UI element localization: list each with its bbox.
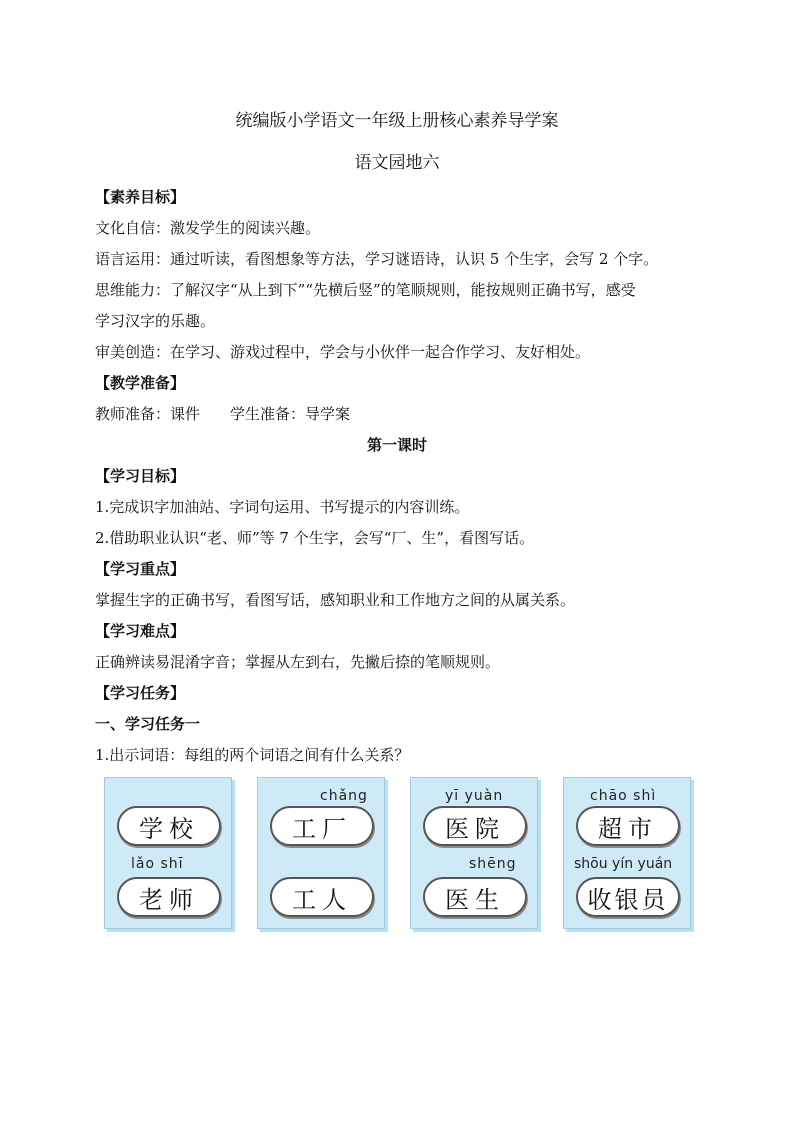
task-one-heading: 一、学习任务一 [95, 715, 201, 733]
goal-aesthetic: 审美创造：在学习、游戏过程中，学会与小伙伴一起合作学习、友好相处。 [95, 343, 591, 361]
word-pinyin: lǎo shī [131, 856, 184, 872]
word-pill: 超市 [576, 806, 680, 846]
word-pinyin: chǎng [320, 788, 368, 804]
word-card-grid [104, 777, 698, 931]
prep-heading: 【教学准备】 [95, 374, 186, 392]
document-subtitle: 语文园地六 [354, 153, 440, 173]
word-pill: 收银员 [576, 877, 680, 917]
focus-heading: 【学习重点】 [95, 560, 186, 578]
word-card [104, 777, 232, 929]
goal-culture: 文化自信：激发学生的阅读兴趣。 [95, 219, 321, 237]
goals-heading: 【素养目标】 [95, 188, 186, 206]
goal-thinking-cont: 学习汉字的乐趣。 [95, 312, 216, 330]
objectives-heading: 【学习目标】 [95, 467, 186, 485]
tasks-heading: 【学习任务】 [95, 684, 186, 702]
word-card [563, 777, 691, 929]
lesson-title: 第一课时 [366, 436, 427, 454]
word-pinyin: yī yuàn [445, 788, 504, 804]
word-pinyin: chāo shì [590, 788, 657, 804]
document-title: 统编版小学语文一年级上册核心素养导学案 [235, 111, 559, 131]
objective-item: 2.借助职业认识“老、师”等 7 个生字，会写“厂、生”，看图写话。 [95, 529, 535, 547]
word-pill: 医生 [423, 877, 527, 917]
word-card [410, 777, 538, 929]
word-card [257, 777, 385, 929]
difficulty-text: 正确辨读易混淆字音；掌握从左到右，先撇后捺的笔顺规则。 [95, 653, 501, 671]
prep-text: 教师准备：课件 学生准备：导学案 [95, 405, 351, 423]
word-pinyin: shōu yín yuán [574, 856, 673, 872]
word-pinyin: shēng [469, 856, 517, 872]
word-pill: 工厂 [270, 806, 374, 846]
task-one-question: 1.出示词语：每组的两个词语之间有什么关系？ [95, 746, 410, 764]
word-pill: 工人 [270, 877, 374, 917]
focus-text: 掌握生字的正确书写，看图写话，感知职业和工作地方之间的从属关系。 [95, 591, 576, 609]
objective-item: 1.完成识字加油站、字词句运用、书写提示的内容训练。 [95, 498, 470, 516]
word-pill: 医院 [423, 806, 527, 846]
goal-language: 语言运用：通过听读，看图想象等方法，学习谜语诗，认识 5 个生字，会写 2 个字。 [95, 250, 659, 268]
word-pill: 老师 [117, 877, 221, 917]
word-pill: 学校 [117, 806, 221, 846]
goal-thinking: 思维能力：了解汉字“从上到下”“先横后竖”的笔顺规则，能按规则正确书写，感受 [95, 281, 636, 299]
difficulty-heading: 【学习难点】 [95, 622, 186, 640]
